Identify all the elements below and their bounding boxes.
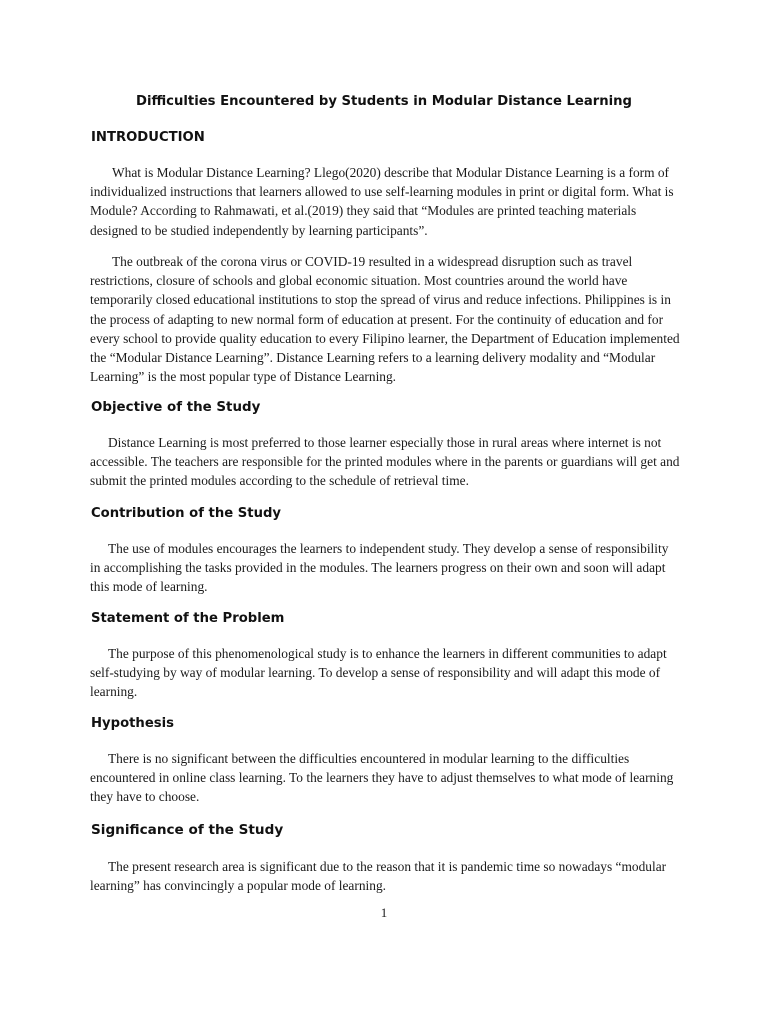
heading-contribution: Contribution of the Study (91, 506, 281, 521)
paragraph-statement-of-problem: The purpose of this phenomenological study is to enhance the learners in different communities to adapt self-studying by way of modular learning. To develop a sense of responsibility and will adapt this mode of learning. (90, 646, 667, 700)
paragraph-significance: The present research area is significant due to the reason that it is pandemic time so nowadays “modular learning” has convincingly a popular mode of learning. (90, 859, 667, 894)
heading-introduction: INTRODUCTION (91, 130, 205, 145)
heading-hypothesis: Hypothesis (91, 716, 174, 731)
heading-significance: Significance of the Study (91, 822, 284, 838)
paragraph-introduction-2: The outbreak of the corona virus or COVID-19 resulted in a widespread disruption such as travel restrictions, closure of schools and global economic situation. Most countries around the world have temporarily closed educational institutions to stop the spread of virus and reduce infections. Philippines is in the process of adapting to new normal form of education at present. For the continuity of education and for every school to provide quality education to every Filipino learner, the Department of Education implemented the “Modular Distance Learning”. Distance Learning refers to a learning delivery modality and “Modular Learning” is the most popular type of Distance Learning. (90, 254, 680, 385)
paragraph-contribution: The use of modules encourages the learners to independent study. They develop a sense of responsibility in accomplishing the tasks provided in the modules. The learners progress on their own and soon will adapt this mode of learning. (90, 541, 669, 595)
page-number: 1 (380, 905, 388, 920)
document-title: Difficulties Encountered by Students in Modular Distance Learning (136, 94, 632, 109)
paragraph-hypothesis: There is no significant between the difficulties encountered in modular learning to the difficulties encountered in online class learning. To the learners they have to adjust themselves to what mode of learning they have to choose. (90, 751, 674, 805)
paragraph-introduction-1: What is Modular Distance Learning? Llego(2020) describe that Modular Distance Learning is a form of individualized instructions that learners allowed to use self-learning modules in print or digital form. What is Module? According to Rahmawati, et al.(2019) they said that “Modules are printed teaching materials designed to be studied independently by learning participants”. (90, 165, 674, 238)
heading-statement-of-problem: Statement of the Problem (91, 611, 285, 626)
paragraph-objective: Distance Learning is most preferred to those learner especially those in rural areas where internet is not accessible. The teachers are responsible for the printed modules where in the parents or guardians will get and submit the printed modules according to the schedule of retrieval time. (90, 435, 680, 489)
heading-objective: Objective of the Study (91, 400, 261, 415)
